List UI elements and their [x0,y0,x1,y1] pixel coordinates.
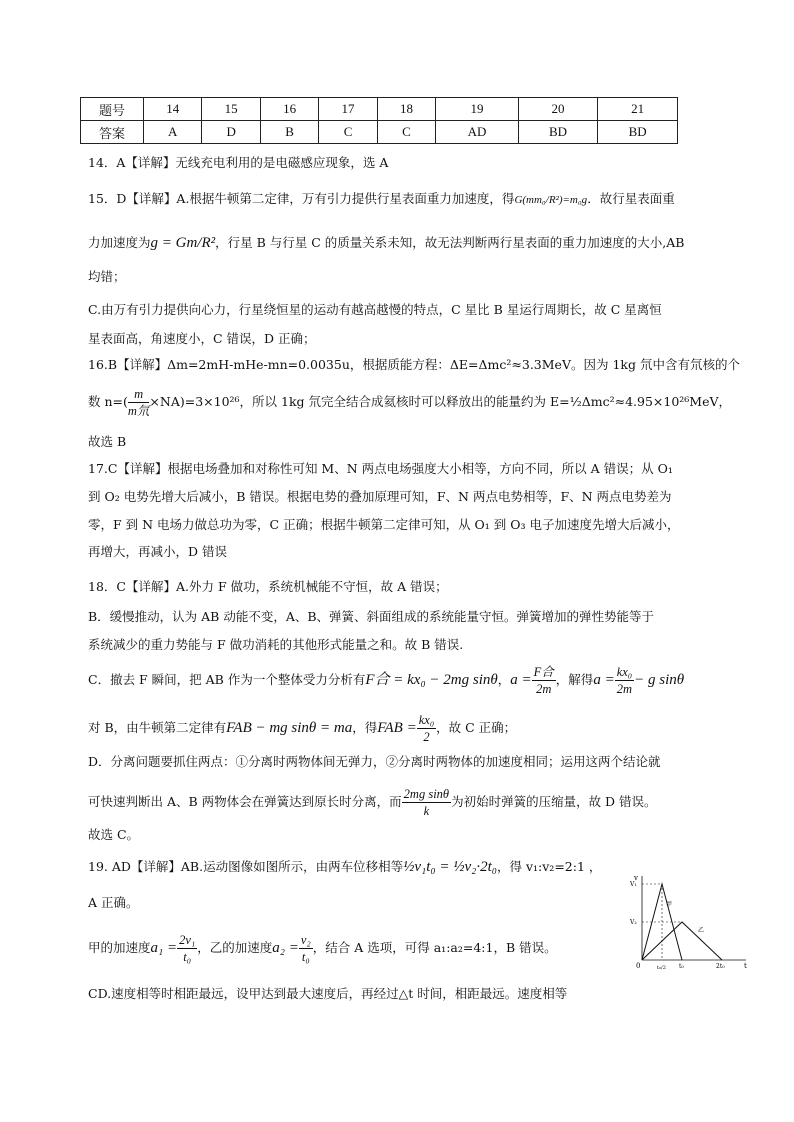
fraction [615,664,634,697]
t0-label: t₀ [679,963,684,970]
v-axis-label: v [634,874,638,882]
text: 可快速判断出 A、B 两物体会在弹簧达到原长时分离，而 [88,794,402,809]
table-cell: 14 [144,98,202,121]
answer-18-line3: 系统减少的重力势能与 F 做功消耗的其他形式能量之和。故 B 错误. [88,637,464,652]
answer-17-line2: 到 O₂ 电势先增大后减小，B 错误。根据电势的叠加原理可知，F、N 两点电势相等，F、N 两点电势差为 [88,489,672,504]
text: ，解得 [555,672,594,687]
answer-16-line1: 16.B【详解】Δm=2mH-mHe-mn=0.0035u，根据质能方程：ΔE=Δmc²≈3.3MeV。因为 1kg 氘中含有氘核的个 [88,357,740,372]
answer-15-line3: 均错； [88,269,126,284]
text: 甲的加速度 [88,940,151,955]
answer-17-line3: 零，F 到 N 电场力做总功为零，C 正确；根据牛顿第二定律可知，从 O₁ 到 O₃ 电子加速度先增大后减小， [88,517,680,532]
table-cell: B [260,121,318,144]
answer-18-line2: B．缓慢推动，认为 AB 动能不变，A、B、弹簧、斜面组成的系统能量守恒。弹簧增加的弹性势能等于 [88,609,655,624]
denominator: k [423,804,430,818]
numerator: 2mg sinθ [403,787,450,801]
formula: G(mm₀/R²)=m₀g [514,194,588,206]
answer-19-line1 [88,858,601,876]
t2-label: 2t₀ [716,963,725,970]
numerator: F合 [533,665,554,679]
answer-18-line1: 18．C【详解】A.外力 F 做功，系统机械能不守恒，故 A 错误； [88,579,448,594]
origin-label: 0 [636,962,641,970]
numerator: 2v₁ [179,933,196,947]
fraction [177,932,197,965]
formula: ½v₁t₀ = ½v₂·2t₀ [403,859,497,875]
answer-18-line4: C．撤去 F 瞬间，把 AB 作为一个整体受力分析有F合 = kx₀ − 2mg sinθ，a = $\frac{\text{F合}}{2m}$ ，解得a = $\frac{\text{kx₀}}{2m}$ − g sinθ [88,665,685,696]
text: ，得 v₁:v₂=2:1 ， [496,859,602,874]
text: ，乙的加速度 [197,940,273,955]
formula: a = [593,672,615,688]
table-cell: A [144,121,202,144]
table-cell: C [319,121,377,144]
formula: g = Gm/R² [150,235,216,251]
denominator: 2m [536,682,552,696]
answer-15-line5: 星表面高，角速度小，C 错误，D 正确； [88,331,316,346]
fraction [299,932,313,965]
jia-label: 甲 [666,901,673,908]
denominator: 2m [616,682,633,696]
text: ，行星 B 与行星 C 的质量关系未知，故无法判断两行星表面的重力加速度的大小,AB [215,235,685,250]
table-cell: C [377,121,435,144]
denominator: 2 [423,730,430,744]
denominator: t₀ [301,950,310,964]
table-cell: 15 [202,98,260,121]
answer-17-line1: 17.C【详解】根据电场叠加和对称性可知 M、N 两点电场强度大小相等，方向不同，所以 A 错误；从 O₁ [88,461,673,476]
answer-19-line4: CD.速度相等时相距最远，设甲达到最大速度后，再经过△t 时间，相距最远。速度相等 [88,986,568,1001]
table-cell: AD [436,121,519,144]
text: 数 n=( [88,394,128,409]
formula: − g sinθ [634,672,685,688]
fraction [128,386,150,419]
table-cell: 17 [319,98,377,121]
text: ×NA)=3×10²⁶，所以 1kg 氘完全结合成氦核时可以释放出的能量约为 E=½Δmc²≈4.95×10²⁶MeV， [149,394,732,409]
velocity-time-graph [628,872,750,972]
table-cell: 20 [518,98,598,121]
answer-15-line1 [88,190,675,209]
t-half-label: t₀/2 [657,965,666,971]
v1-label: V₁ [630,881,637,888]
text: 为初始时弹簧的压缩量，故 D 错误。 [451,794,657,809]
fraction [417,712,436,745]
formula: a = [510,672,532,688]
answer-16-line2 [88,386,731,419]
answer-17-line4: 再增大，再减小，D 错误 [88,544,227,559]
formula: a₂ = [272,940,299,956]
table-cell: 21 [598,98,678,121]
answer-15-line4: C.由万有引力提供向心力，行星绕恒星的运动有越高越慢的特点，C 星比 B 星运行周期长，故 C 星离恒 [88,302,662,317]
answer-table [80,97,678,144]
answer-14: 14．A【详解】无线充电利用的是电磁感应现象，选 A [88,155,389,170]
formula: a₁ = [150,940,178,956]
table-cell: BD [598,121,678,144]
yi-line [642,922,722,960]
numerator: kx₀ [418,713,435,727]
answer-18-line7 [88,786,657,819]
table-cell: 18 [377,98,435,121]
text: ，得 [352,720,378,735]
answer-19-line2: A 正确。 [88,895,139,910]
table-cell: 16 [260,98,318,121]
table-cell: 19 [436,98,519,121]
text: 15．D【详解】A.根据牛顿第二定律，万有引力提供行星表面重力加速度，得 [88,191,515,206]
fraction [532,664,556,697]
table-cell: 题号 [81,98,144,121]
formula: F合 = kx₀ − 2mg sinθ [365,672,498,688]
table-row-question [81,98,678,121]
answer-18-line5 [88,712,516,745]
denominator: t₀ [183,950,192,964]
formula: FAB − mg sinθ = ma [226,720,353,736]
answer-19-line3 [88,932,557,965]
answer-18-line6: D．分离问题要抓住两点：①分离时两物体间无弹力，②分离时两物体的加速度相同；运用这两个结论就 [88,754,661,769]
table-cell: 答案 [81,121,144,144]
numerator: m [128,386,150,403]
text: 力加速度为 [88,235,151,250]
table-cell: BD [518,121,598,144]
table-cell: D [202,121,260,144]
yi-label: 乙 [698,927,705,934]
fraction [402,786,451,819]
text: ，结合 A 选项，可得 a₁:a₂=4:1，B 错误。 [312,940,557,955]
answer-16-line3: 故选 B [88,434,127,449]
answer-15-line2 [88,234,684,252]
text: ，故 C 正确； [436,720,517,735]
text: ．故行星表面重 [587,191,675,206]
numerator: kx₀ [616,665,633,679]
t-axis-label: t [744,962,747,970]
denominator: m氘 [127,404,150,418]
v2-label: V₂ [630,919,637,926]
text: 19. AD【详解】AB.运动图像如图所示，由两车位移相等 [88,859,404,874]
formula: FAB = [377,720,417,736]
numerator: v₂ [300,933,311,947]
answer-18-line8: 故选 C。 [88,827,140,842]
table-row-answer [81,121,678,144]
text: 对 B，由牛顿第二定律有 [88,720,227,735]
text: C．撤去 F 瞬间，把 AB 作为一个整体受力分析有 [88,672,366,687]
